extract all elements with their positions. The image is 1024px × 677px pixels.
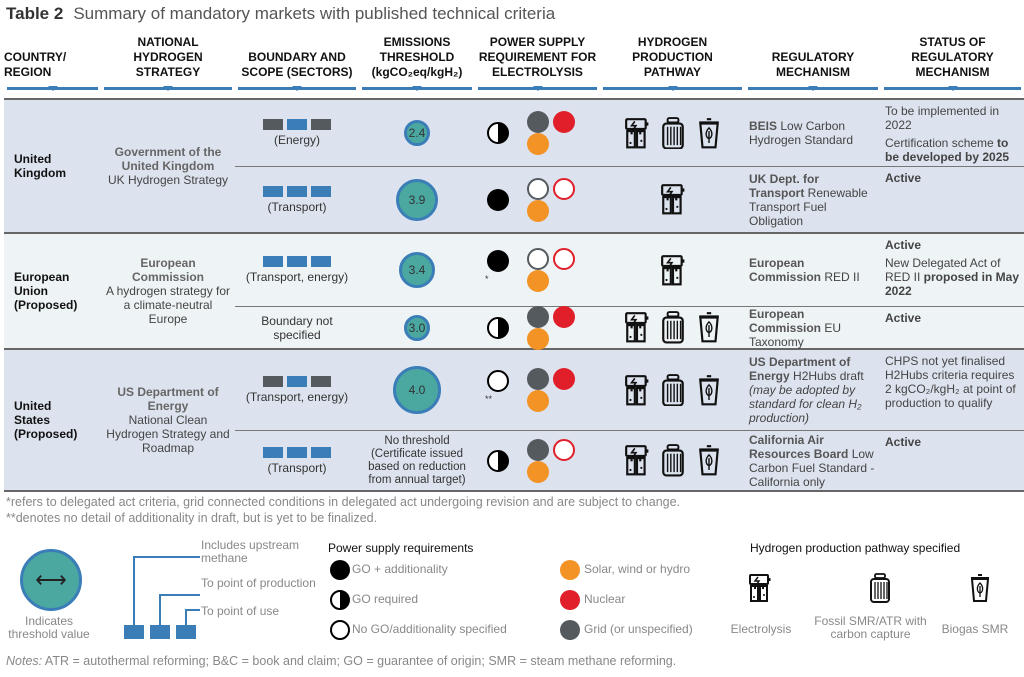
power-legend-label: GO required <box>352 592 419 606</box>
biogas-icon <box>968 573 992 603</box>
power-supply-cell <box>475 166 600 232</box>
pathway-legend-title: Hydrogen production pathway specified <box>750 541 961 555</box>
threshold-circle: 2.4 <box>404 120 430 146</box>
text-segment: Certification scheme <box>885 136 998 150</box>
nuclear-source-icon <box>553 306 575 328</box>
power-legend-label: GO + additionality <box>352 562 448 576</box>
renewable-source-icon <box>527 270 549 292</box>
status-paragraph <box>885 256 1020 298</box>
go-required-icon <box>330 590 350 610</box>
region-block <box>4 100 1024 234</box>
table-title <box>6 4 555 24</box>
notes <box>6 654 676 668</box>
threshold-circle: 3.0 <box>404 315 430 341</box>
renewable-source-icon <box>527 133 549 155</box>
column-header: NATIONAL HYDROGEN STRATEGY <box>101 34 235 92</box>
fossil-icon <box>868 573 892 603</box>
scope-boxes <box>261 447 333 461</box>
text-segment: European Commission <box>749 306 822 335</box>
text-segment: RED II <box>821 270 860 284</box>
renewable-source-icon <box>527 200 549 222</box>
text-segment: California Air Resources Board <box>749 432 849 461</box>
footnote: *refers to delegated act criteria, grid connected conditions in delegated act undergoing revision and are subject to change. <box>6 495 681 509</box>
source-legend-label: Solar, wind or hydro <box>584 562 691 576</box>
threshold-circle: 3.4 <box>399 252 435 288</box>
scope-label: (Transport, energy) <box>245 270 349 284</box>
go-wrap <box>485 370 513 410</box>
pathway-cell <box>600 166 745 232</box>
text-segment: New Delegated Act of RED II <box>885 256 1001 284</box>
national-strategy-cell <box>101 100 235 232</box>
threshold-cell <box>359 350 475 430</box>
go-required-icon <box>487 450 509 472</box>
go-mark: ** <box>485 394 493 404</box>
nuclear-source-icon <box>553 178 575 200</box>
strategy-name: UK Hydrogen Strategy <box>107 173 229 187</box>
electrolysis-icon <box>748 573 772 603</box>
text-segment: Renewable Transport Fuel Obligation <box>749 185 868 228</box>
scope-box <box>287 256 307 267</box>
strategy-owner: European Commission <box>131 256 204 284</box>
scope-cell <box>235 430 359 490</box>
scope-box <box>287 119 307 130</box>
threshold-cell <box>359 166 475 232</box>
text-segment: Active <box>885 171 922 185</box>
strategy-owner: Government of the United Kingdom <box>114 145 222 173</box>
region-block <box>4 234 1024 350</box>
scope-box <box>311 119 331 130</box>
notes-label: Notes: <box>6 654 43 668</box>
pathway-cell <box>600 100 745 166</box>
pathway-legend-label: Electrolysis <box>730 622 792 636</box>
status-cell <box>881 430 1024 490</box>
scope-cell <box>235 166 359 232</box>
scope-cell <box>235 100 359 166</box>
go-additionality-icon <box>487 189 509 211</box>
status-paragraph <box>885 104 1020 132</box>
scope-legend-label: Includes upstream methane <box>201 538 300 565</box>
scope-box <box>263 186 283 197</box>
fossil-icon <box>660 444 686 477</box>
scope-boxes <box>261 186 333 200</box>
biogas-icon <box>696 311 722 344</box>
scope-box <box>311 376 331 387</box>
threshold-cell <box>359 306 475 348</box>
pathway-cell <box>600 306 745 348</box>
strategy-name: A hydrogen strategy for a climate-neutral Europe <box>105 284 231 326</box>
go-wrap <box>485 317 513 339</box>
text-segment: BEIS <box>749 119 778 133</box>
national-strategy-cell <box>101 350 235 490</box>
grid-source-icon <box>527 178 549 200</box>
renewable-source-icon <box>527 328 549 350</box>
nuclear-source-icon <box>553 368 575 390</box>
regulatory-cell <box>745 350 881 430</box>
text-segment: to be developed by 2025 <box>885 136 1010 164</box>
strategy-name: National Clean Hydrogen Strategy and Roadmap <box>106 413 230 455</box>
power-supply-cell <box>475 234 600 306</box>
footnotes <box>6 494 680 526</box>
source-dots <box>525 368 597 412</box>
go-wrap <box>485 450 513 472</box>
status-cell <box>881 166 1024 232</box>
table-caption: Summary of mandatory markets with published technical criteria <box>73 4 556 23</box>
grid-source-icon <box>560 620 580 640</box>
scope-box <box>311 256 331 267</box>
fossil-icon <box>660 311 686 344</box>
legend <box>0 537 1024 647</box>
grid-source-icon <box>527 306 549 328</box>
text-segment: Low Carbon Fuel Standard - California only <box>749 446 875 489</box>
status-cell <box>881 100 1024 166</box>
biogas-icon <box>696 444 722 477</box>
text-segment: To be implemented in 2022 <box>885 104 1000 132</box>
regulatory-text <box>749 433 877 489</box>
column-header: STATUS OF REGULATORY MECHANISM <box>881 34 1024 92</box>
scope-legend-label: To point of use <box>201 604 280 618</box>
status-paragraph <box>885 136 1020 164</box>
regulatory-text <box>749 119 877 147</box>
power-supply-cell <box>475 306 600 348</box>
column-header: EMISSIONS THRESHOLD (kgCO₂eq/kgH₂) <box>359 34 475 92</box>
text-segment: proposed in May 2022 <box>885 270 1020 298</box>
threshold-cell <box>359 430 475 490</box>
electrolysis-icon <box>660 183 686 216</box>
regulatory-cell <box>745 234 881 306</box>
regulatory-text <box>749 172 877 228</box>
status-cell <box>881 350 1024 430</box>
source-dots <box>525 248 597 292</box>
go-required-icon <box>487 122 509 144</box>
go-additionality-icon <box>330 560 350 580</box>
status-cell <box>881 306 1024 348</box>
electrolysis-icon <box>624 444 650 477</box>
source-legend-label: Nuclear <box>584 592 626 606</box>
column-header: HYDROGEN PRODUCTION PATHWAY <box>600 34 745 92</box>
fossil-icon <box>660 374 686 407</box>
grid-source-icon <box>527 111 549 133</box>
nuclear-source-icon <box>553 111 575 133</box>
scope-label: Boundary not specified <box>261 313 333 342</box>
text-segment: EU Taxonomy <box>749 320 842 349</box>
biogas-icon <box>696 117 722 150</box>
status-paragraph <box>885 238 1020 252</box>
regulatory-cell <box>745 306 881 348</box>
threshold-cell <box>359 234 475 306</box>
pathway-cell <box>600 430 745 490</box>
biogas-icon <box>696 374 722 407</box>
grid-source-icon <box>527 439 549 461</box>
national-strategy-cell <box>101 234 235 348</box>
source-dots <box>525 111 597 155</box>
threshold-legend-circle <box>20 549 82 611</box>
text-segment: European Commission <box>749 256 822 284</box>
footnote: **denotes no detail of additionality in draft, but is yet to be finalized. <box>6 511 378 525</box>
status-paragraph <box>885 354 1020 410</box>
text-segment: (may be adopted by standard for clean H₂ production) <box>749 383 862 425</box>
fossil-icon <box>660 117 686 150</box>
no-go-icon <box>487 370 509 392</box>
no-go-icon <box>330 620 350 640</box>
renewable-source-icon <box>560 560 580 580</box>
notes-text: ATR = autothermal reforming; B&C = book and claim; GO = guarantee of origin; SMR = steam methane reforming. <box>42 654 677 668</box>
power-legend-label: No GO/additionality specified <box>352 622 507 636</box>
pathway-cell <box>600 234 745 306</box>
scope-box <box>311 186 331 197</box>
threshold-circle: 3.9 <box>396 179 438 221</box>
text-segment: Active <box>885 435 922 449</box>
double-arrow-icon: ⟷ <box>35 567 67 592</box>
regulatory-cell <box>745 166 881 232</box>
column-header: COUNTRY/ REGION <box>4 34 101 92</box>
go-required-icon <box>487 317 509 339</box>
table-body <box>4 98 1024 492</box>
text-segment: Active <box>885 238 922 252</box>
text-segment: H2Hubs draft <box>789 369 864 383</box>
power-supply-cell <box>475 100 600 166</box>
power-supply-cell <box>475 430 600 490</box>
text-segment: Active <box>885 311 922 325</box>
threshold-cell <box>359 100 475 166</box>
nuclear-source-icon <box>553 248 575 270</box>
scope-box <box>287 447 307 458</box>
electrolysis-icon <box>624 374 650 407</box>
column-header: BOUNDARY AND SCOPE (SECTORS) <box>235 34 359 92</box>
threshold-text: No threshold (Certificate issued based on reduction from annual target) <box>368 434 466 486</box>
regulatory-text <box>749 355 877 425</box>
scope-legend-diagram <box>122 537 202 647</box>
regulatory-text <box>749 256 877 284</box>
text-segment: Low Carbon Hydrogen Standard <box>749 119 854 147</box>
source-dots <box>525 439 597 483</box>
threshold-legend-label: Indicates threshold value <box>8 614 90 641</box>
source-legend-label: Grid (or unspecified) <box>584 622 693 636</box>
scope-box <box>263 256 283 267</box>
grid-source-icon <box>527 368 549 390</box>
region-block <box>4 350 1024 492</box>
regulatory-text <box>749 307 877 349</box>
column-header: REGULATORY MECHANISM <box>745 34 881 92</box>
regulatory-cell <box>745 100 881 166</box>
go-additionality-icon <box>487 250 509 272</box>
status-paragraph <box>885 311 1020 325</box>
scope-cell <box>235 306 359 348</box>
country-cell: United Kingdom <box>14 152 66 180</box>
go-wrap <box>485 189 513 211</box>
scope-box <box>311 447 331 458</box>
scope-box <box>263 376 283 387</box>
scope-box <box>287 186 307 197</box>
scope-cell <box>235 350 359 430</box>
scope-cell <box>235 234 359 306</box>
scope-box <box>263 119 283 130</box>
power-legend-title: Power supply requirements <box>328 541 474 555</box>
scope-label: (Transport) <box>267 460 327 475</box>
column-header: POWER SUPPLY REQUIREMENT FOR ELECTROLYSIS <box>475 34 600 92</box>
electrolysis-icon <box>624 117 650 150</box>
scope-box <box>263 447 283 458</box>
text-segment: US Department of Energy <box>749 355 851 383</box>
power-supply-cell <box>475 350 600 430</box>
scope-legend-label: To point of production <box>201 576 316 590</box>
electrolysis-icon <box>660 254 686 287</box>
country-cell: United States (Proposed) <box>14 399 78 441</box>
scope-label: (Transport) <box>267 199 327 214</box>
threshold-circle: 4.0 <box>393 366 441 414</box>
table-number: Table 2 <box>6 4 64 23</box>
table-header <box>4 34 1024 92</box>
pathway-cell <box>600 350 745 430</box>
scope-boxes <box>261 119 333 133</box>
status-paragraph <box>885 171 1020 185</box>
renewable-source-icon <box>527 390 549 412</box>
nuclear-source-icon <box>553 439 575 461</box>
go-wrap <box>485 122 513 144</box>
country-cell: European Union (Proposed) <box>14 270 78 312</box>
pathway-legend-label: Fossil SMR/ATR with carbon capture <box>814 614 927 641</box>
scope-boxes <box>261 256 333 270</box>
electrolysis-icon <box>624 311 650 344</box>
text-segment: CHPS not yet finalised H2Hubs criteria requires 2 kgCO₂/kgH₂ at point of production to qualify <box>885 354 1016 410</box>
source-dots <box>525 306 597 350</box>
regulatory-cell <box>745 430 881 490</box>
go-mark: * <box>485 274 489 284</box>
nuclear-source-icon <box>560 590 580 610</box>
status-paragraph <box>885 435 1020 449</box>
source-dots <box>525 178 597 222</box>
grid-source-icon <box>527 248 549 270</box>
strategy-owner: US Department of Energy <box>117 385 219 413</box>
scope-box <box>287 376 307 387</box>
scope-boxes <box>261 376 333 390</box>
scope-label: (Energy) <box>273 133 320 147</box>
status-cell <box>881 234 1024 306</box>
renewable-source-icon <box>527 461 549 483</box>
scope-label: (Transport, energy) <box>245 390 349 404</box>
text-segment: UK Dept. for Transport <box>749 171 819 200</box>
pathway-legend-label: Biogas SMR <box>941 622 1009 636</box>
go-wrap <box>485 250 513 290</box>
